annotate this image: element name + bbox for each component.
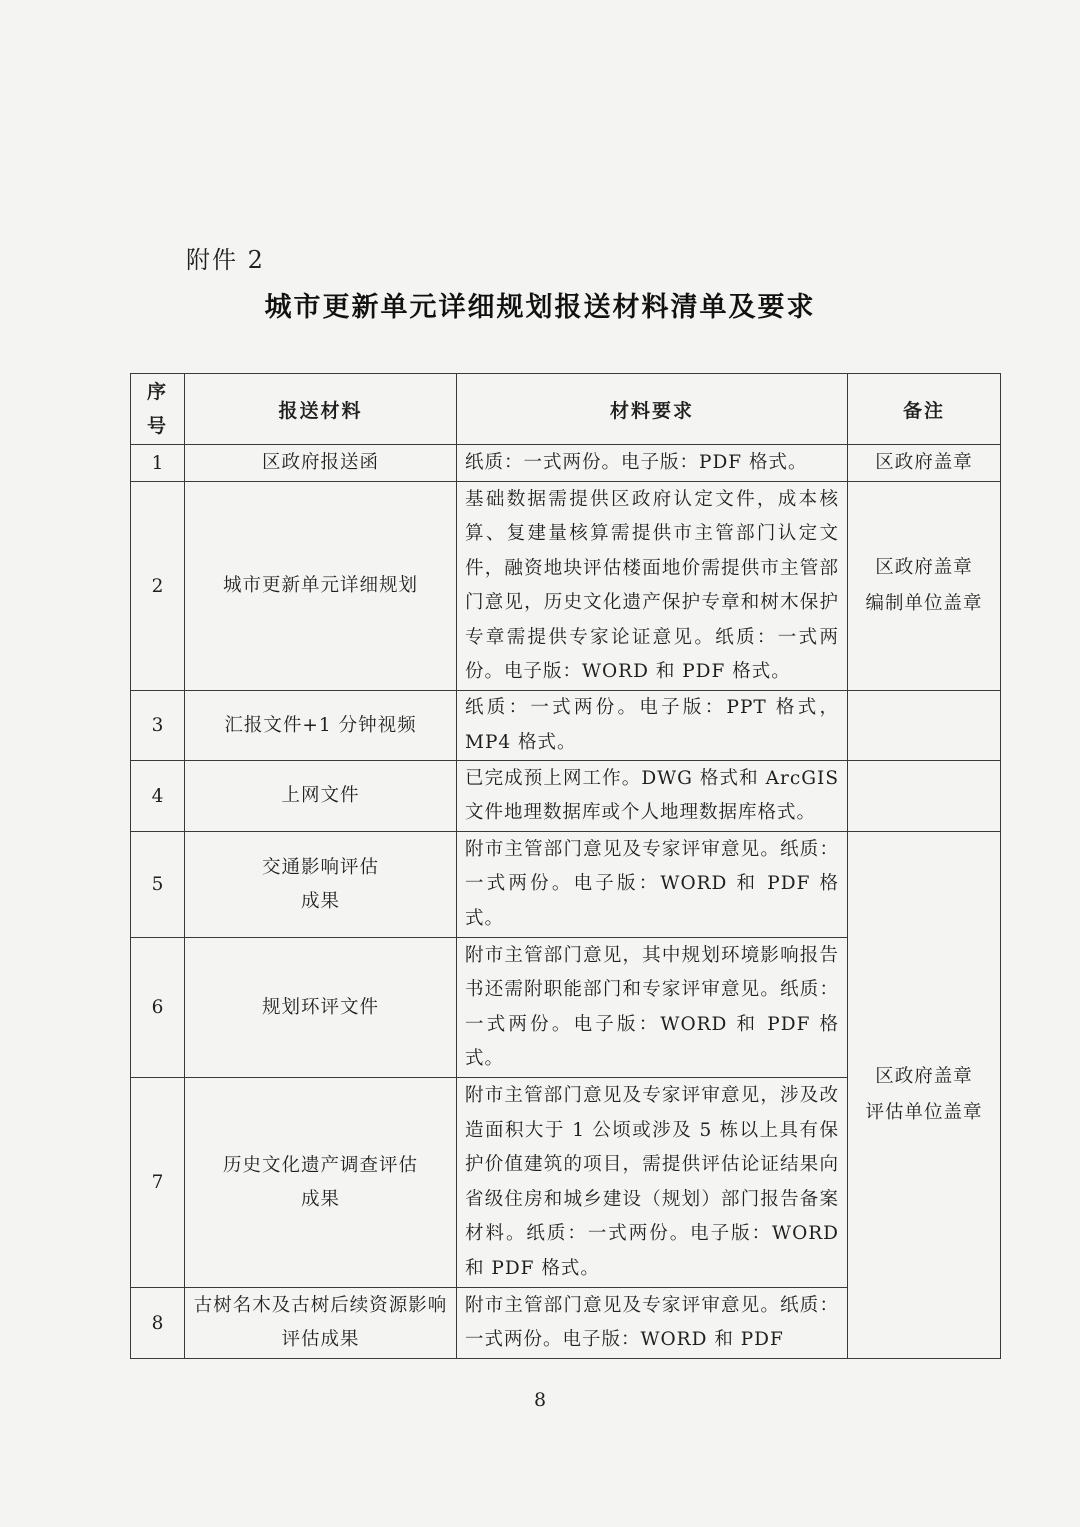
row-number: 2 [131,482,185,691]
row-material: 历史文化遗产调查评估 成果 [185,1078,457,1288]
header-requirement: 材料要求 [457,374,848,445]
row-requirement: 附市主管部门意见及专家评审意见，涉及改造面积大于 1 公顷或涉及 5 栋以上具有保护价值建筑的项目，需提供评估论证结果向省级住房和城乡建设（规划）部门报告备案材料。纸质：一式两份。电子版：WORD 和 PDF 格式。 [457,1078,848,1288]
row-remarks: 区政府盖章 [848,445,1001,482]
row-requirement: 附市主管部门意见及专家评审意见。纸质：一式两份。电子版：WORD 和 PDF [457,1288,848,1359]
row-material: 交通影响评估 成果 [185,832,457,938]
table-row [131,832,1001,938]
row-number: 8 [131,1288,185,1359]
row-number: 1 [131,445,185,482]
row-material: 城市更新单元详细规划 [185,482,457,691]
row-material: 古树名木及古树后续资源影响评估成果 [185,1288,457,1359]
header-seq: 序号 [131,374,185,445]
row-requirement: 基础数据需提供区政府认定文件，成本核算、复建量核算需提供市主管部门认定文件，融资地块评估楼面地价需提供市主管部门意见，历史文化遗产保护专章和树木保护专章需提供专家论证意见。纸质：一式两份。电子版：WORD 和 PDF 格式。 [457,482,848,691]
table-row [131,761,1001,832]
row-remarks [848,761,1001,832]
materials-table [130,373,1001,1359]
document-title: 城市更新单元详细规划报送材料清单及要求 [264,292,816,323]
row-remarks [848,691,1001,761]
page-number: 8 [533,1389,547,1411]
row-material: 上网文件 [185,761,457,832]
row-remarks-merged: 区政府盖章 评估单位盖章 [848,832,1001,1359]
row-number: 5 [131,832,185,938]
row-remarks: 区政府盖章 编制单位盖章 [848,482,1001,691]
row-material: 区政府报送函 [185,445,457,482]
row-number: 3 [131,691,185,761]
attachment-label: 附件 2 [186,246,265,274]
row-material: 汇报文件+1 分钟视频 [185,691,457,761]
table-row [131,445,1001,482]
header-material: 报送材料 [185,374,457,445]
row-requirement: 附市主管部门意见及专家评审意见。纸质：一式两份。电子版：WORD 和 PDF 格式。 [457,832,848,938]
row-requirement: 附市主管部门意见，其中规划环境影响报告书还需附职能部门和专家评审意见。纸质：一式两份。电子版：WORD 和 PDF 格式。 [457,938,848,1078]
row-number: 7 [131,1078,185,1288]
row-material: 规划环评文件 [185,938,457,1078]
table-row [131,691,1001,761]
table-header-row [131,374,1001,445]
row-requirement: 纸质：一式两份。电子版：PDF 格式。 [457,445,848,482]
header-remarks: 备注 [848,374,1001,445]
row-requirement: 已完成预上网工作。DWG 格式和 ArcGIS 文件地理数据库或个人地理数据库格式。 [457,761,848,832]
row-requirement: 纸质：一式两份。电子版：PPT 格式，MP4 格式。 [457,691,848,761]
table-row [131,482,1001,691]
row-number: 4 [131,761,185,832]
row-number: 6 [131,938,185,1078]
